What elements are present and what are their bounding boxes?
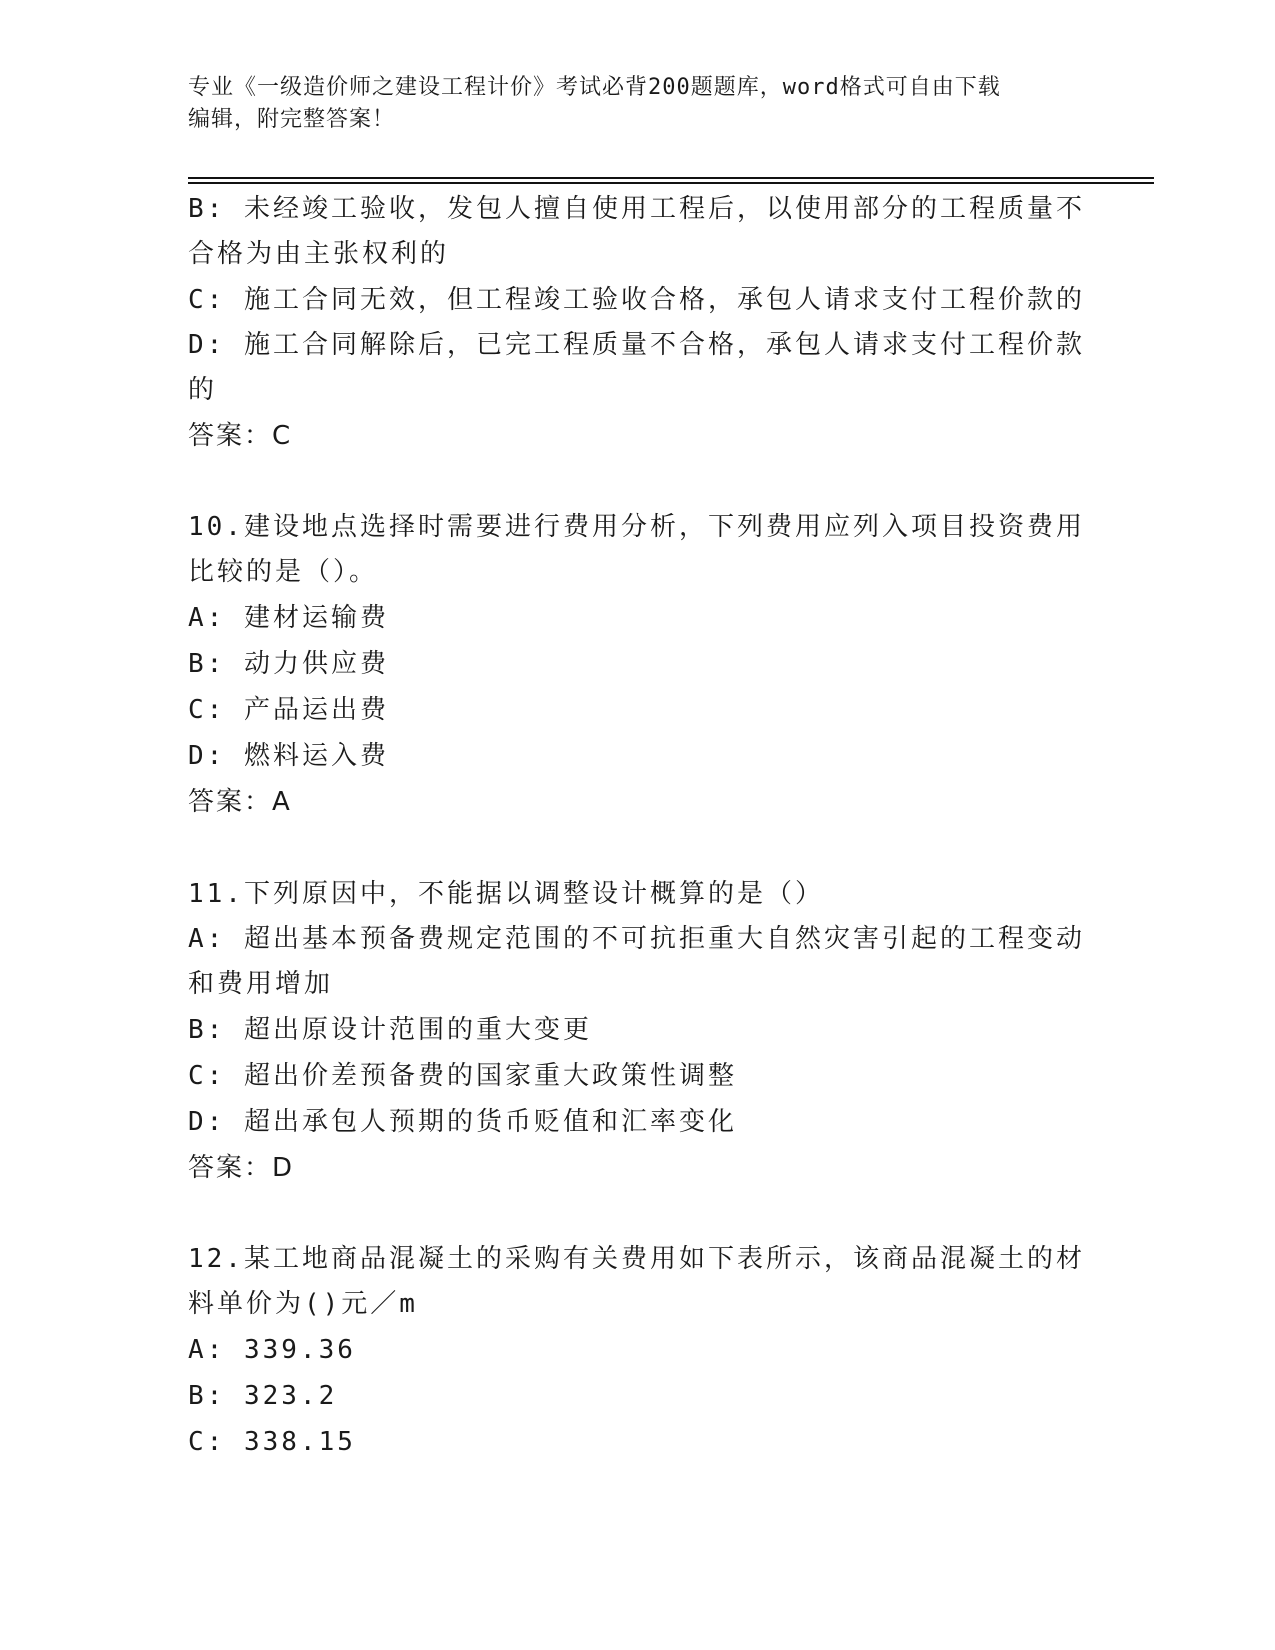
option-a-continued: 和费用增加 <box>188 969 334 999</box>
question-11 <box>188 871 1088 1191</box>
option-d: D: 超出承包人预期的货币贬值和汇率变化 <box>188 1107 737 1137</box>
option-d: D: 施工合同解除后，已完工程质量不合格，承包人请求支付工程价款 <box>188 330 1085 360</box>
spacer <box>188 1191 1088 1237</box>
option-b: B: 超出原设计范围的重大变更 <box>188 1015 592 1045</box>
answer-label: 答案：C <box>188 421 293 451</box>
header-divider-top <box>188 177 1154 179</box>
option-a: A: 超出基本预备费规定范围的不可抗拒重大自然灾害引起的工程变动 <box>188 924 1085 954</box>
question-stem-continued: 料单价为()元／m <box>188 1289 418 1319</box>
option-c: C: 超出价差预备费的国家重大政策性调整 <box>188 1061 737 1091</box>
spacer <box>188 459 1088 505</box>
option-d: D: 燃料运入费 <box>188 741 389 771</box>
question-10 <box>188 505 1088 825</box>
option-c: C: 产品运出费 <box>188 695 389 725</box>
option-c: C: 338.15 <box>188 1427 356 1457</box>
option-a: A: 建材运输费 <box>188 603 389 633</box>
question-stem: 12.某工地商品混凝土的采购有关费用如下表所示，该商品混凝土的材 <box>188 1244 1085 1274</box>
question-stem: 11.下列原因中，不能据以调整设计概算的是（） <box>188 879 824 909</box>
answer-label: 答案：D <box>188 1153 295 1183</box>
option-b: B: 动力供应费 <box>188 649 389 679</box>
option-a: A: 339.36 <box>188 1335 356 1365</box>
header-line-1: 专业《一级造价师之建设工程计价》考试必背200题题库，word格式可自由下载 <box>188 75 1001 100</box>
option-b-continued: 合格为由主张权利的 <box>188 239 450 269</box>
question-stem-continued: 比较的是（）。 <box>188 557 379 587</box>
spacer <box>188 825 1088 871</box>
answer-label: 答案：A <box>188 787 292 817</box>
option-b: B: 323.2 <box>188 1381 338 1411</box>
document-header <box>188 72 1068 136</box>
question-stem: 10.建设地点选择时需要进行费用分析，下列费用应列入项目投资费用 <box>188 512 1085 542</box>
option-b: B: 未经竣工验收，发包人擅自使用工程后，以使用部分的工程质量不 <box>188 194 1085 224</box>
question-list <box>188 187 1088 1465</box>
option-c: C: 施工合同无效，但工程竣工验收合格，承包人请求支付工程价款的 <box>188 285 1085 315</box>
header-line-2: 编辑，附完整答案！ <box>188 107 396 132</box>
question-9 <box>188 187 1088 459</box>
option-d-continued: 的 <box>188 375 218 405</box>
question-12 <box>188 1237 1088 1465</box>
header-divider-bottom <box>188 182 1154 184</box>
